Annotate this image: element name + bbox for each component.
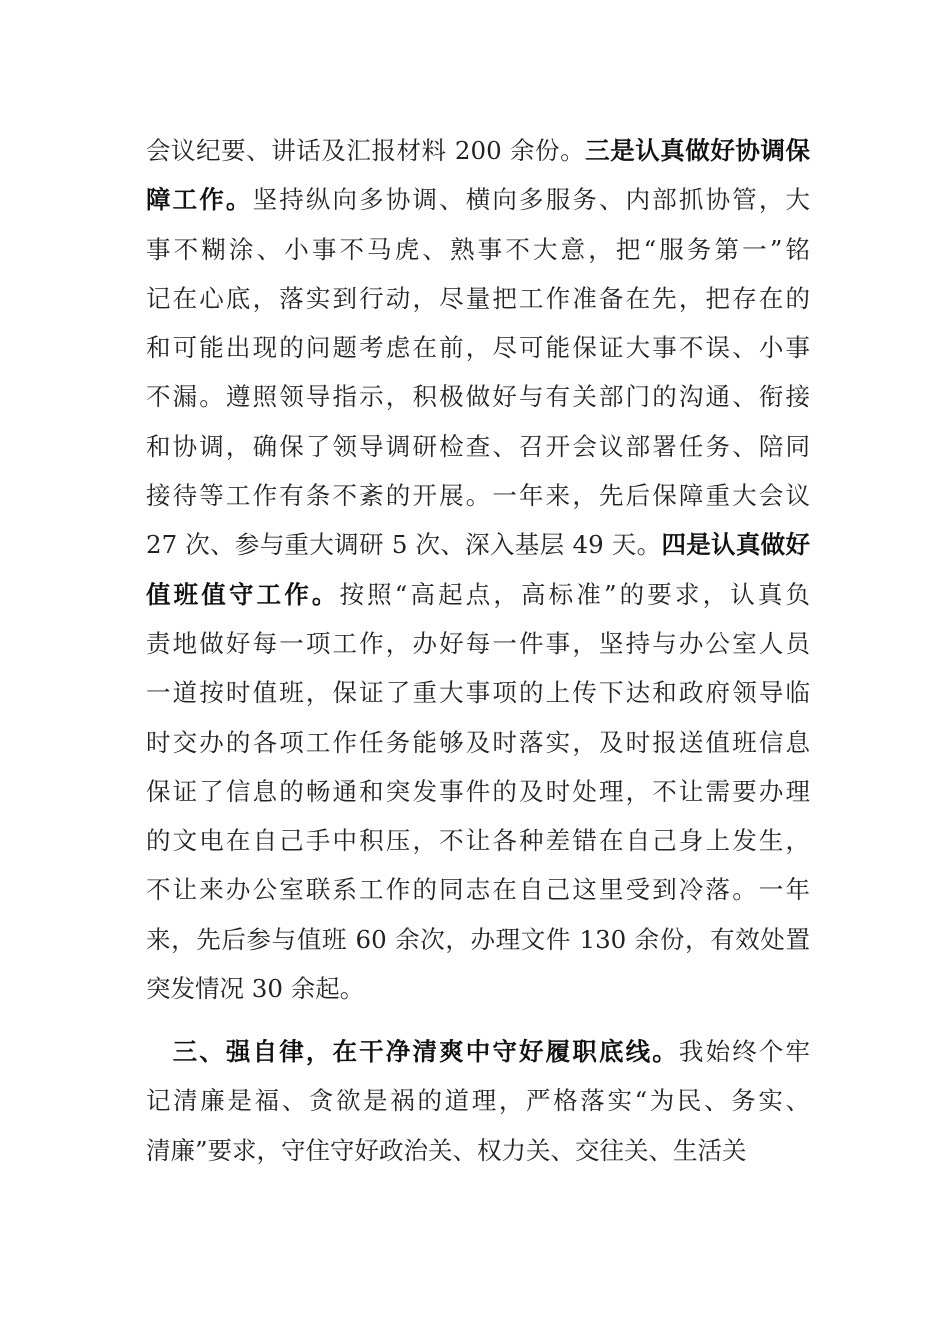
bold-text-segment: 三、强自律，在干净清爽中守好履职底线。 [146, 1037, 679, 1066]
text-segment: 接待等工作有条不紊的开展。一年来，先后保障重大会议 [146, 481, 810, 511]
text-segment: 保证了信息的畅通和突发事件的及时处理，不让需要办理 [146, 776, 810, 806]
text-segment: 事不糊涂、小事不马虎、熟事不大意，把“服务第一”铭 [146, 234, 810, 264]
text-line [146, 274, 810, 323]
text-line [146, 1027, 810, 1076]
text-line [146, 668, 810, 717]
text-line [146, 964, 810, 1013]
text-line [146, 225, 810, 274]
text-segment: 和可能出现的问题考虑在前，尽可能保证大事不误、小事 [146, 333, 810, 363]
text-segment: 我始终个牢 [678, 1037, 811, 1066]
text-segment: 记在心底，落实到行动，尽量把工作准备在先，把存在的 [146, 283, 810, 313]
text-line [146, 520, 810, 569]
bold-text-segment: 障工作。 [146, 185, 253, 215]
text-line [146, 175, 810, 224]
text-line [146, 323, 810, 372]
text-segment: 27 次、参与重大调研 5 次、深入基层 49 天。 [146, 530, 662, 560]
text-line [146, 718, 810, 767]
text-line [146, 816, 810, 865]
text-line [146, 1126, 810, 1175]
text-segment: 的文电在自己手中积压，不让各种差错在自己身上发生， [146, 826, 810, 856]
text-segment: 按照“高起点，高标准”的要求，认真负 [339, 579, 810, 609]
text-line [146, 915, 810, 964]
bold-text-segment: 值班值守工作。 [146, 579, 340, 609]
paragraph-duty-work [146, 126, 810, 1013]
text-segment: 时交办的各项工作任务能够及时落实，及时报送值班信息 [146, 727, 810, 757]
paragraph-self-discipline [146, 1027, 810, 1175]
text-segment: 不漏。遵照领导指示，积极做好与有关部门的沟通、衔接 [146, 382, 810, 412]
bold-text-segment: 三是认真做好协调保 [585, 136, 810, 165]
text-segment: 坚持纵向多协调、横向多服务、内部抓协管，大 [252, 185, 811, 215]
text-segment: 清廉”要求，守住守好政治关、权力关、交往关、生活关 [146, 1135, 747, 1165]
text-line [146, 422, 810, 471]
bold-text-segment: 四是认真做好 [661, 530, 810, 560]
text-segment: 不让来办公室联系工作的同志在自己这里受到冷落。一年 [146, 875, 810, 905]
text-line [146, 372, 810, 421]
text-line [146, 767, 810, 816]
text-segment: 记清廉是福、贪欲是祸的道理，严格落实“为民、务实、 [146, 1086, 810, 1116]
text-line [146, 471, 810, 520]
text-line [146, 126, 810, 175]
text-line [146, 1076, 810, 1125]
text-line [146, 619, 810, 668]
text-line [146, 865, 810, 914]
text-segment: 和协调，确保了领导调研检查、召开会议部署任务、陪同 [146, 431, 810, 461]
text-segment: 突发情况 30 余起。 [146, 974, 365, 1004]
text-segment: 一道按时值班，保证了重大事项的上传下达和政府领导临 [146, 678, 810, 708]
text-segment: 会议纪要、讲话及汇报材料 200 余份。 [146, 136, 586, 165]
text-segment: 来，先后参与值班 60 余次，办理文件 130 余份，有效处置 [146, 924, 810, 954]
text-line [146, 570, 810, 619]
text-segment: 责地做好每一项工作，办好每一件事，坚持与办公室人员 [146, 628, 810, 658]
